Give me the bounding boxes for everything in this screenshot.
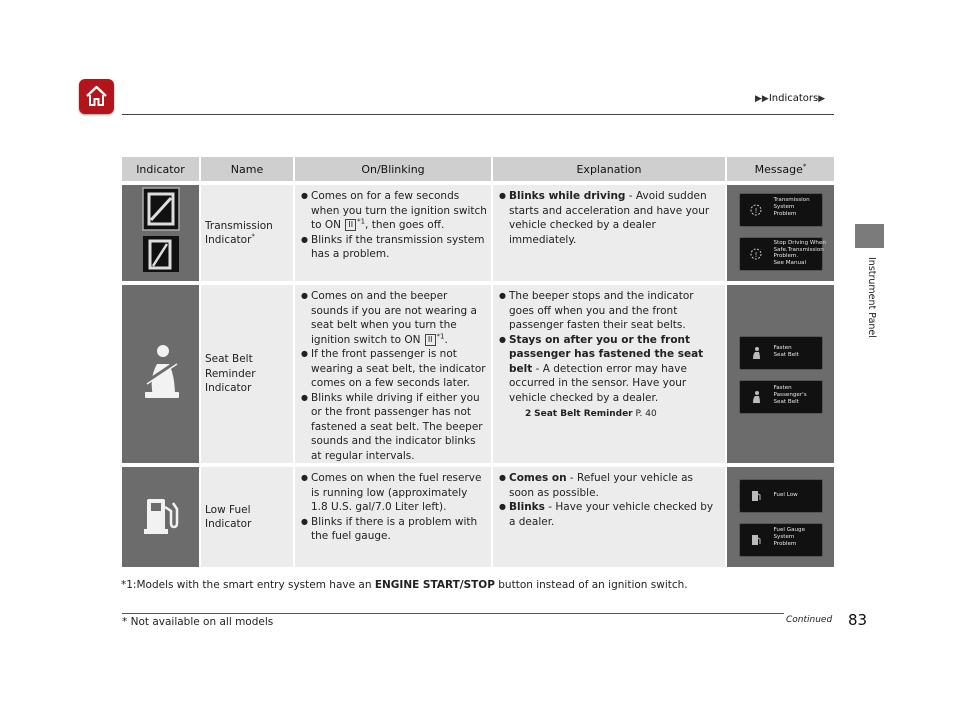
table-row	[122, 465, 834, 567]
list-item: ● Comes on and the beeper sounds if you are not wearing a seat belt when you turn the ignition switch to ON II $^{*1}$.	[301, 289, 487, 347]
footnote-not-available: * Not available on all models	[122, 616, 274, 628]
seatbelt-name-cell	[200, 283, 294, 465]
header-rule	[122, 114, 834, 115]
col-message: Message*	[726, 157, 834, 183]
breadcrumb[interactable]	[755, 93, 825, 104]
list-item: ● Blinks if the transmission system has a problem.	[301, 233, 487, 262]
list-item: ● Comes on for a few seconds when you turn the ignition switch to ON II $^{*1}$, then goes off.	[301, 189, 487, 233]
transmission-indicator-cell	[122, 183, 200, 283]
seatbelt-icon	[139, 342, 183, 402]
seatbelt-onblink-cell	[294, 283, 492, 465]
list-item: ● The beeper stops and the indicator goes off when you and the front passenger fasten their seat belts.	[499, 289, 721, 333]
fuel-message-cell	[726, 465, 834, 567]
col-onblink: On/Blinking	[294, 157, 492, 183]
transmission-warning-icon	[748, 246, 764, 262]
list-item: ● If the front passenger is not wearing a seat belt, the indicator comes on a few seconds later.	[301, 347, 487, 391]
breadcrumb-arrows: ▶▶	[755, 94, 769, 104]
list-item: ● Blinks while driving - Avoid sudden starts and acceleration and have your vehicle checked by a dealer immediately.	[499, 189, 721, 247]
seatbelt-indicator-cell	[122, 283, 200, 465]
seatbelt-small-icon	[748, 345, 764, 361]
list-item: ● Comes on when the fuel reserve is running low (approximately 1.8 U.S. gal/7.0 Liter left).	[301, 471, 487, 515]
list-item: ● Blinks - Have your vehicle checked by a dealer.	[499, 500, 721, 529]
section-tab-label: Instrument Panel	[866, 257, 877, 338]
fuel-small-icon	[748, 488, 764, 504]
list-item: ● Stays on after you or the front passenger has fastened the seat belt - A detection error may have occurred in the sensor. Have your vehicle checked by a dealer. 2 Seat Belt Reminder P. 40	[499, 333, 721, 422]
message-stop-driving: ! Stop Driving When Safe.Transmission Problem. See Manual	[739, 237, 823, 271]
home-button[interactable]	[79, 79, 114, 114]
transmission-message-cell	[726, 183, 834, 283]
transmission-onblink-cell	[294, 183, 492, 283]
seatbelt-explanation-cell	[492, 283, 726, 465]
seatbelt-message-cell	[726, 283, 834, 465]
breadcrumb-label: Indicators	[768, 93, 819, 104]
section-tab-marker	[855, 224, 884, 248]
continued-label: Continued	[786, 615, 833, 625]
row-name: Low Fuel Indicator	[205, 503, 252, 530]
list-item: ● Blinks while driving if either you or the front passenger has not fastened a seat belt. The beeper sounds and the indicator blinks at regular intervals.	[301, 391, 487, 464]
message-fasten-passenger-seat-belt: Fasten Passenger's Seat Belt	[739, 380, 823, 414]
fuel-explanation-cell	[492, 465, 726, 567]
svg-text:!: !	[754, 207, 757, 215]
transmission-name-cell: Transmission Indicator*	[200, 183, 294, 283]
transmission-indicator-icon	[141, 186, 181, 276]
table-header	[122, 157, 834, 183]
indicator-table	[122, 157, 834, 567]
col-explanation: Explanation	[492, 157, 726, 183]
page-reference-link[interactable]: 2 Seat Belt Reminder P. 40	[525, 409, 657, 419]
footer-rule	[122, 613, 784, 614]
message-fuel-gauge-problem: Fuel Gauge System Problem	[739, 523, 823, 557]
message-fasten-seat-belt: Fasten Seat Belt	[739, 336, 823, 370]
fuel-name-cell	[200, 465, 294, 567]
fuel-onblink-cell	[294, 465, 492, 567]
col-indicator: Indicator	[122, 157, 200, 183]
list-item: ● Blinks if there is a problem with the fuel gauge.	[301, 515, 487, 544]
message-transmission-problem: ! Transmission System Problem	[739, 193, 823, 227]
message-fuel-low: Fuel Low	[739, 479, 823, 513]
row-name: Seat Belt Reminder Indicator	[205, 353, 256, 395]
fuel-small-icon	[748, 532, 764, 548]
arrow-ref-icon: 2	[525, 409, 532, 419]
col-name: Name	[200, 157, 294, 183]
list-item: ● Comes on - Refuel your vehicle as soon as possible.	[499, 471, 721, 500]
transmission-warning-icon	[748, 202, 764, 218]
footnote-smart-entry: *1:Models with the smart entry system have an ENGINE START/STOP button instead of an ignition switch.	[121, 579, 688, 591]
seatbelt-small-icon	[748, 389, 764, 405]
home-icon	[84, 84, 109, 109]
fuel-pump-icon	[141, 493, 181, 537]
transmission-explanation-cell	[492, 183, 726, 283]
row-name: Transmission Indicator	[205, 219, 273, 246]
breadcrumb-arrow-end: ▶	[818, 94, 826, 104]
table-row	[122, 183, 834, 283]
page-number: 83	[848, 611, 868, 629]
table-row	[122, 283, 834, 465]
svg-text:!: !	[754, 251, 757, 259]
fuel-indicator-cell	[122, 465, 200, 567]
